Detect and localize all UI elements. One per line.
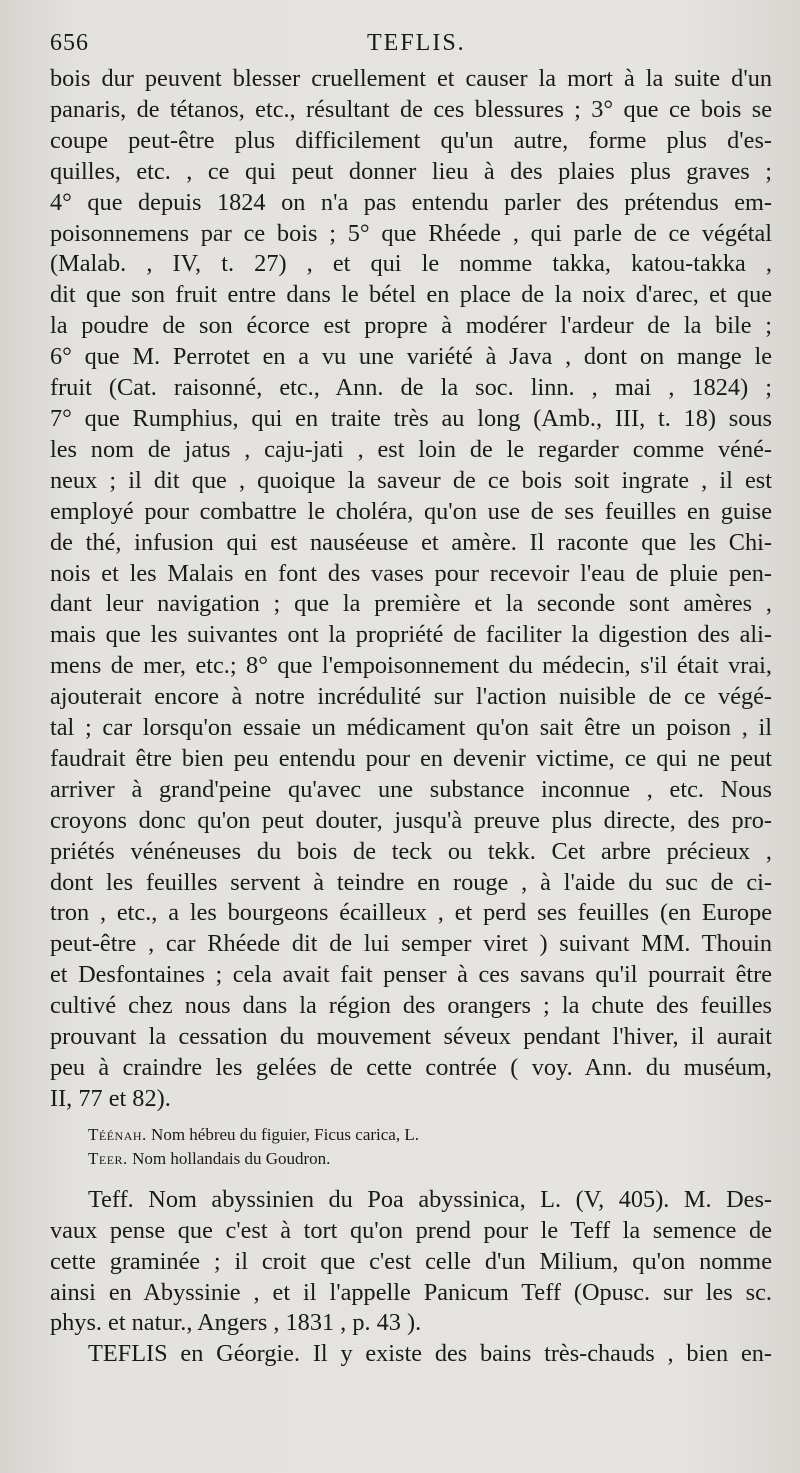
text-line: 6° que M. Perrotet en a vu une variété à Java , dont on mange le	[50, 343, 772, 371]
text-line: dit que son fruit entre dans le bétel en place de la noix d'arec, et que	[50, 281, 772, 309]
text-line: tron , etc., a les bourgeons écailleux , et perd ses feuilles (en Europe	[50, 899, 772, 927]
entry-head: Teer.	[88, 1148, 128, 1168]
text-line: quilles, etc. , ce qui peut donner lieu à des plaies plus graves ;	[50, 157, 772, 185]
text-line: poisonnemens par ce bois ; 5° que Rhéede , qui parle de ce végétal	[50, 219, 772, 247]
entry-teenah	[88, 1123, 772, 1147]
entry-teer	[88, 1147, 772, 1171]
text-line: arriver à grand'peine qu'avec une substance inconnue , etc. Nous	[50, 775, 772, 803]
text-line: phys. et natur., Angers , 1831 , p. 43 ).	[50, 1309, 422, 1337]
text-line: la poudre de son écorce est propre à modérer l'ardeur de la bile ;	[50, 312, 772, 340]
text-line: Teff. Nom abyssinien du Poa abyssinica, L. (V, 405). M. Des-	[88, 1185, 772, 1213]
text-line: cultivé chez nous dans la région des orangers ; la chute des feuilles	[50, 992, 772, 1020]
text-line: ajouterait encore à notre incrédulité sur l'action nuisible de ce végé-	[50, 683, 772, 711]
text-line: prouvant la cessation du mouvement séveux pendant l'hiver, il aurait	[50, 1023, 772, 1051]
entry-text: Nom hollandais du Goudron.	[132, 1148, 331, 1168]
text-line: mais que les suivantes ont la propriété de faciliter la digestion des ali-	[50, 621, 772, 649]
text-line: faudrait être bien peu entendu pour en devenir victime, ce qui ne peut	[50, 744, 772, 772]
text-line: ainsi en Abyssinie , et il l'appelle Panicum Teff (Opusc. sur les sc.	[50, 1278, 772, 1306]
text-line: nois et les Malais en font des vases pour recevoir l'eau de pluie pen-	[50, 559, 772, 587]
text-line: coupe peut-être plus difficilement qu'un autre, forme plus d'es-	[50, 126, 772, 154]
text-line: dont les feuilles servent à teindre en rouge , à l'aide du suc de ci-	[50, 868, 772, 896]
text-line: TEFLIS en Géorgie. Il y existe des bains très-chauds , bien en-	[88, 1340, 772, 1368]
text-line: mens de mer, etc.; 8° que l'empoisonnement du médecin, s'il était vrai,	[50, 652, 772, 680]
text-line: de thé, infusion qui est nauséeuse et amère. Il raconte que les Chi-	[50, 528, 772, 556]
entry-text: Nom hébreu du figuier, Ficus carica, L.	[151, 1124, 419, 1144]
text-line: peu à craindre les gelées de cette contrée ( voy. Ann. du muséum,	[50, 1054, 772, 1081]
text-line: panaris, de tétanos, etc., résultant de ces blessures ; 3° que ce bois se	[50, 95, 772, 123]
running-title: TEFLIS.	[367, 30, 466, 56]
text-line: II, 77 et 82).	[50, 1084, 171, 1112]
page-number: 656	[50, 30, 89, 56]
text-line: tal ; car lorsqu'on essaie un médicament qu'on sait être un poison , il	[50, 714, 772, 742]
text-line: croyons donc qu'on peut douter, jusqu'à preuve plus directe, des pro-	[50, 806, 772, 834]
entry-teflis-paragraph	[50, 1339, 772, 1370]
entry-head: Téénah.	[88, 1124, 147, 1144]
text-line: cette graminée ; il croit que c'est celle d'un Milium, qu'on nomme	[50, 1247, 772, 1275]
text-line: et Desfontaines ; cela avait fait penser à ces savans qu'il pourrait être	[50, 961, 772, 989]
entry-teck-paragraph	[50, 64, 772, 1115]
running-head	[50, 28, 772, 64]
text-line: employé pour combattre le choléra, qu'on use de ses feuilles en guise	[50, 497, 772, 525]
text-line: priétés vénéneuses du bois de teck ou tekk. Cet arbre précieux ,	[50, 837, 772, 865]
text-line: bois dur peuvent blesser cruellement et causer la mort à la suite d'un	[50, 65, 772, 92]
text-line: 4° que depuis 1824 on n'a pas entendu parler des prétendus em-	[50, 188, 772, 216]
text-line: 7° que Rumphius, qui en traite très au long (Amb., III, t. 18) sous	[50, 404, 772, 432]
text-line: dant leur navigation ; que la première et la seconde sont amères ,	[50, 590, 772, 618]
spacer	[50, 1171, 772, 1185]
text-line: (Malab. , IV, t. 27) , et qui le nomme takka, katou-takka ,	[50, 250, 772, 278]
text-line: les nom de jatus , caju-jati , est loin de le regarder comme véné-	[50, 435, 772, 463]
small-entries	[50, 1123, 772, 1171]
text-line: peut-être , car Rhéede dit de lui semper viret ) suivant MM. Thouin	[50, 930, 772, 958]
text-line: fruit (Cat. raisonné, etc., Ann. de la soc. linn. , mai , 1824) ;	[50, 374, 772, 402]
text-line: vaux pense que c'est à tort qu'on prend pour le Teff la semence de	[50, 1216, 772, 1244]
text-line: neux ; il dit que , quoique la saveur de ce bois soit ingrate , il est	[50, 466, 772, 494]
entry-teff-paragraph	[50, 1185, 772, 1340]
